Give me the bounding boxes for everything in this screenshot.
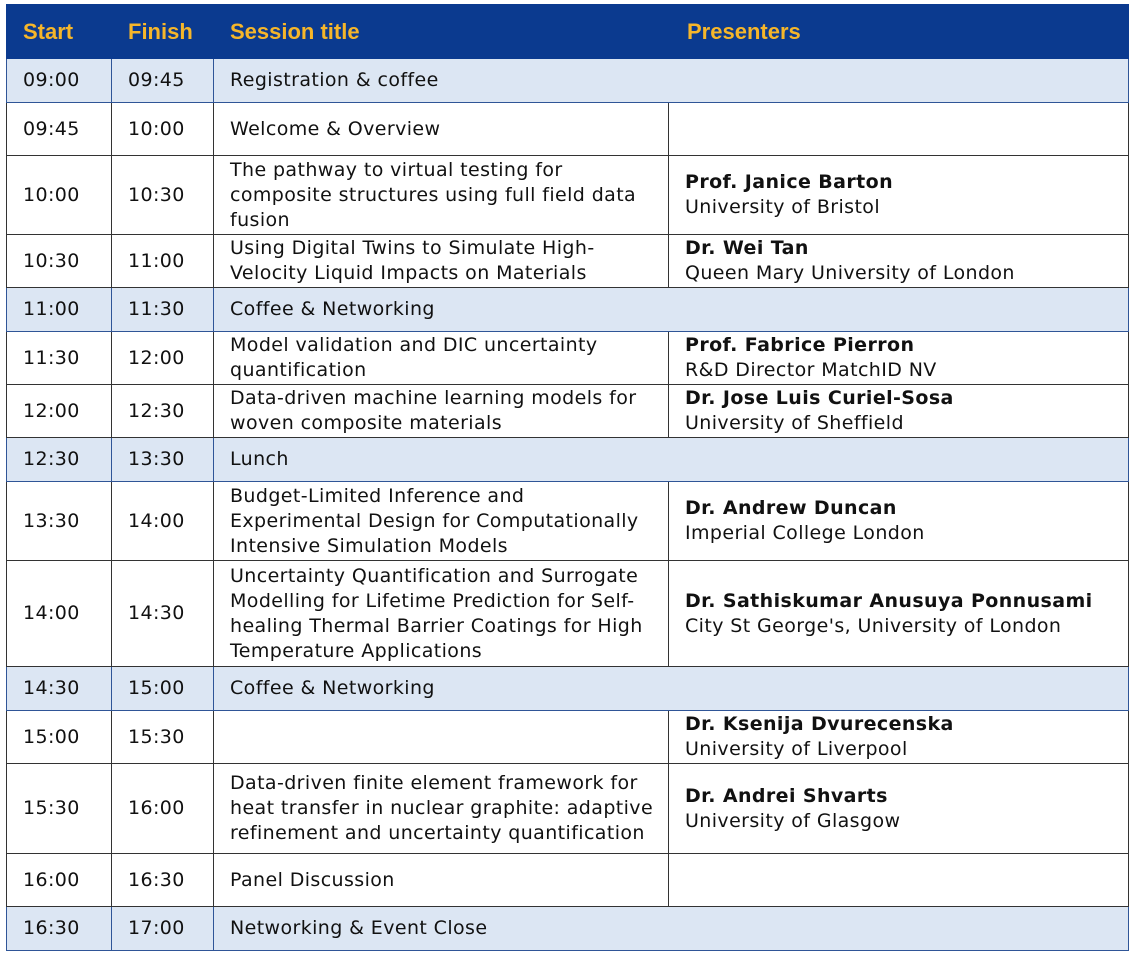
presenter-cell [669, 561, 1129, 667]
agenda-row [7, 561, 1129, 667]
finish-time: 10:30 [112, 156, 214, 235]
agenda-row [7, 103, 1129, 156]
finish-time: 10:00 [112, 103, 214, 156]
session-title [214, 764, 669, 854]
session-title-line: Modelling for Lifetime Prediction for Self- [230, 589, 635, 612]
agenda-row [7, 438, 1129, 482]
session-title-line: healing Thermal Barrier Coatings for High [230, 614, 643, 637]
agenda-row [7, 764, 1129, 854]
start-time: 13:30 [7, 482, 112, 561]
finish-time: 16:00 [112, 764, 214, 854]
session-title-line: Intensive Simulation Models [230, 534, 508, 557]
agenda-row [7, 59, 1129, 103]
session-title-line: Uncertainty Quantification and Surrogate [230, 564, 639, 587]
session-title-line: Velocity Liquid Impacts on Materials [230, 262, 587, 284]
presenter-affiliation: R&D Director MatchID NV [685, 359, 937, 381]
session-title-line: The pathway to virtual testing for [230, 158, 563, 181]
presenter-affiliation: University of Liverpool [685, 738, 908, 760]
session-title [214, 156, 669, 235]
session-title [214, 482, 669, 561]
agenda-row [7, 482, 1129, 561]
session-title [214, 235, 669, 288]
presenter-cell [669, 235, 1129, 288]
header-session-title: Session title [214, 5, 669, 59]
finish-time: 12:00 [112, 332, 214, 385]
finish-time: 13:30 [112, 438, 214, 482]
session-title-line: Model validation and DIC uncertainty [230, 334, 598, 356]
start-time: 10:30 [7, 235, 112, 288]
session-title-line: Budget-Limited Inference and [230, 484, 525, 507]
session-title [214, 385, 669, 438]
finish-time: 09:45 [112, 59, 214, 103]
finish-time: 15:30 [112, 711, 214, 764]
presenter-affiliation: University of Sheffield [685, 412, 904, 434]
session-title-line: Using Digital Twins to Simulate High- [230, 237, 595, 259]
presenter-affiliation: Imperial College London [685, 522, 925, 544]
presenter-name: Dr. Ksenija Dvurecenska [685, 713, 954, 735]
presenter-name: Dr. Andrew Duncan [685, 497, 897, 519]
presenter-cell [669, 332, 1129, 385]
presenter-cell [669, 156, 1129, 235]
presenter-cell [669, 103, 1129, 156]
session-title: Coffee & Networking [214, 667, 1129, 711]
agenda-container [6, 4, 1128, 951]
session-title-line: heat transfer in nuclear graphite: adaptive [230, 797, 654, 819]
agenda-row [7, 667, 1129, 711]
presenter-cell [669, 764, 1129, 854]
start-time: 12:30 [7, 438, 112, 482]
header-presenters: Presenters [669, 5, 1129, 59]
presenter-affiliation: City St George's, University of London [685, 614, 1062, 637]
presenter-cell [669, 854, 1129, 907]
start-time: 12:00 [7, 385, 112, 438]
start-time: 11:00 [7, 288, 112, 332]
agenda-row [7, 235, 1129, 288]
finish-time: 14:30 [112, 561, 214, 667]
agenda-row [7, 332, 1129, 385]
presenter-affiliation: Queen Mary University of London [685, 262, 1015, 284]
presenter-cell [669, 711, 1129, 764]
finish-time: 11:30 [112, 288, 214, 332]
start-time: 14:00 [7, 561, 112, 667]
session-title-line: composite structures using full field data [230, 183, 637, 206]
agenda-row [7, 854, 1129, 907]
finish-time: 16:30 [112, 854, 214, 907]
session-title: Networking & Event Close [214, 907, 1129, 951]
agenda-table [6, 4, 1129, 951]
start-time: 09:45 [7, 103, 112, 156]
session-title-line: refinement and uncertainty quantification [230, 822, 645, 844]
agenda-header [7, 5, 1129, 59]
presenter-name: Dr. Jose Luis Curiel-Sosa [685, 387, 954, 409]
agenda-row [7, 711, 1129, 764]
start-time: 15:30 [7, 764, 112, 854]
agenda-body [7, 59, 1129, 951]
session-title: Welcome & Overview [214, 103, 669, 156]
finish-time: 11:00 [112, 235, 214, 288]
start-time: 11:30 [7, 332, 112, 385]
presenter-name: Dr. Wei Tan [685, 237, 809, 259]
session-title-line: Temperature Applications [230, 639, 483, 662]
start-time: 15:00 [7, 711, 112, 764]
session-title-line: woven composite materials [230, 412, 503, 434]
agenda-row [7, 385, 1129, 438]
start-time: 14:30 [7, 667, 112, 711]
session-title [214, 332, 669, 385]
start-time: 10:00 [7, 156, 112, 235]
session-title: Panel Discussion [214, 854, 669, 907]
finish-time: 17:00 [112, 907, 214, 951]
presenter-affiliation: University of Bristol [685, 196, 881, 218]
agenda-row [7, 288, 1129, 332]
session-title [214, 561, 669, 667]
header-finish: Finish [112, 5, 214, 59]
presenter-cell [669, 482, 1129, 561]
start-time: 16:30 [7, 907, 112, 951]
start-time: 16:00 [7, 854, 112, 907]
session-title: Coffee & Networking [214, 288, 1129, 332]
agenda-row [7, 156, 1129, 235]
presenter-name: Dr. Andrei Shvarts [685, 784, 888, 807]
finish-time: 12:30 [112, 385, 214, 438]
agenda-row [7, 907, 1129, 951]
session-title-line: fusion [230, 208, 290, 231]
session-title-line: Experimental Design for Computationally [230, 509, 639, 532]
presenter-name: Prof. Fabrice Pierron [685, 334, 915, 356]
start-time: 09:00 [7, 59, 112, 103]
presenter-affiliation: University of Glasgow [685, 809, 901, 832]
session-title [214, 711, 669, 764]
session-title-line: Data-driven finite element framework for [230, 772, 638, 794]
session-title-line: Data-driven machine learning models for [230, 387, 637, 409]
session-title: Lunch [214, 438, 1129, 482]
presenter-name: Prof. Janice Barton [685, 171, 894, 193]
presenter-cell [669, 385, 1129, 438]
finish-time: 14:00 [112, 482, 214, 561]
finish-time: 15:00 [112, 667, 214, 711]
session-title-line: quantification [230, 359, 367, 381]
presenter-name: Dr. Sathiskumar Anusuya Ponnusami [685, 589, 1093, 612]
header-start: Start [7, 5, 112, 59]
session-title: Registration & coffee [214, 59, 1129, 103]
header-row [7, 5, 1129, 59]
